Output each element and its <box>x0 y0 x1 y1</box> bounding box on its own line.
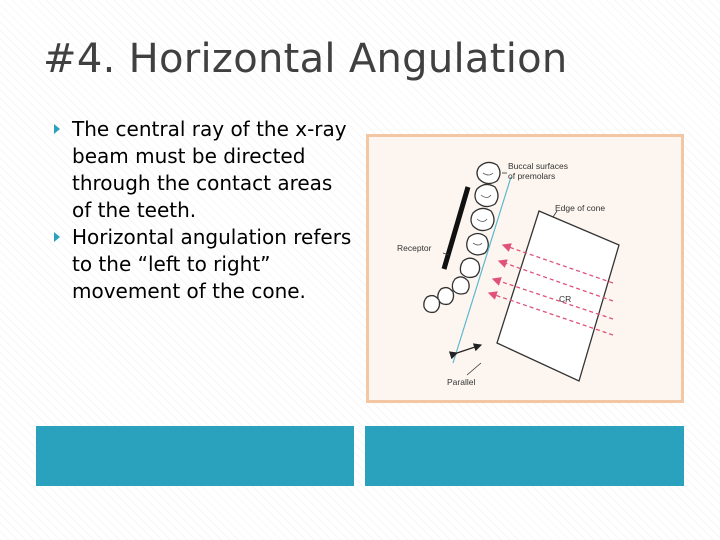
parallel-arrow <box>457 345 481 353</box>
bullet-item <box>52 224 352 305</box>
label-buccal-line1: Buccal surfaces <box>508 161 568 171</box>
accent-band-right <box>365 426 684 486</box>
receptor-bar <box>444 187 468 269</box>
cone-shape <box>497 211 619 381</box>
slide-title: #4. Horizontal Angulation <box>43 36 568 82</box>
bullet-arrow-icon <box>54 124 60 134</box>
label-receptor: Receptor <box>397 243 432 253</box>
bullet-text: Horizontal angulation refers to the “left to right” movement of the cone. <box>72 225 352 303</box>
bullet-text: The central ray of the x-ray beam must be directed through the contact areas of the teeth. <box>72 117 347 222</box>
label-parallel: Parallel <box>447 377 476 387</box>
accent-band-left <box>36 426 354 486</box>
bullet-item <box>52 116 352 224</box>
label-cr: CR <box>559 294 572 304</box>
bullet-list <box>52 116 352 305</box>
angulation-diagram <box>369 137 681 400</box>
label-edge-of-cone: Edge of cone <box>555 203 606 213</box>
teeth-outline <box>424 162 500 312</box>
label-buccal-line2: of premolars <box>508 171 556 181</box>
bullet-arrow-icon <box>54 232 60 242</box>
angulation-figure <box>366 134 684 403</box>
